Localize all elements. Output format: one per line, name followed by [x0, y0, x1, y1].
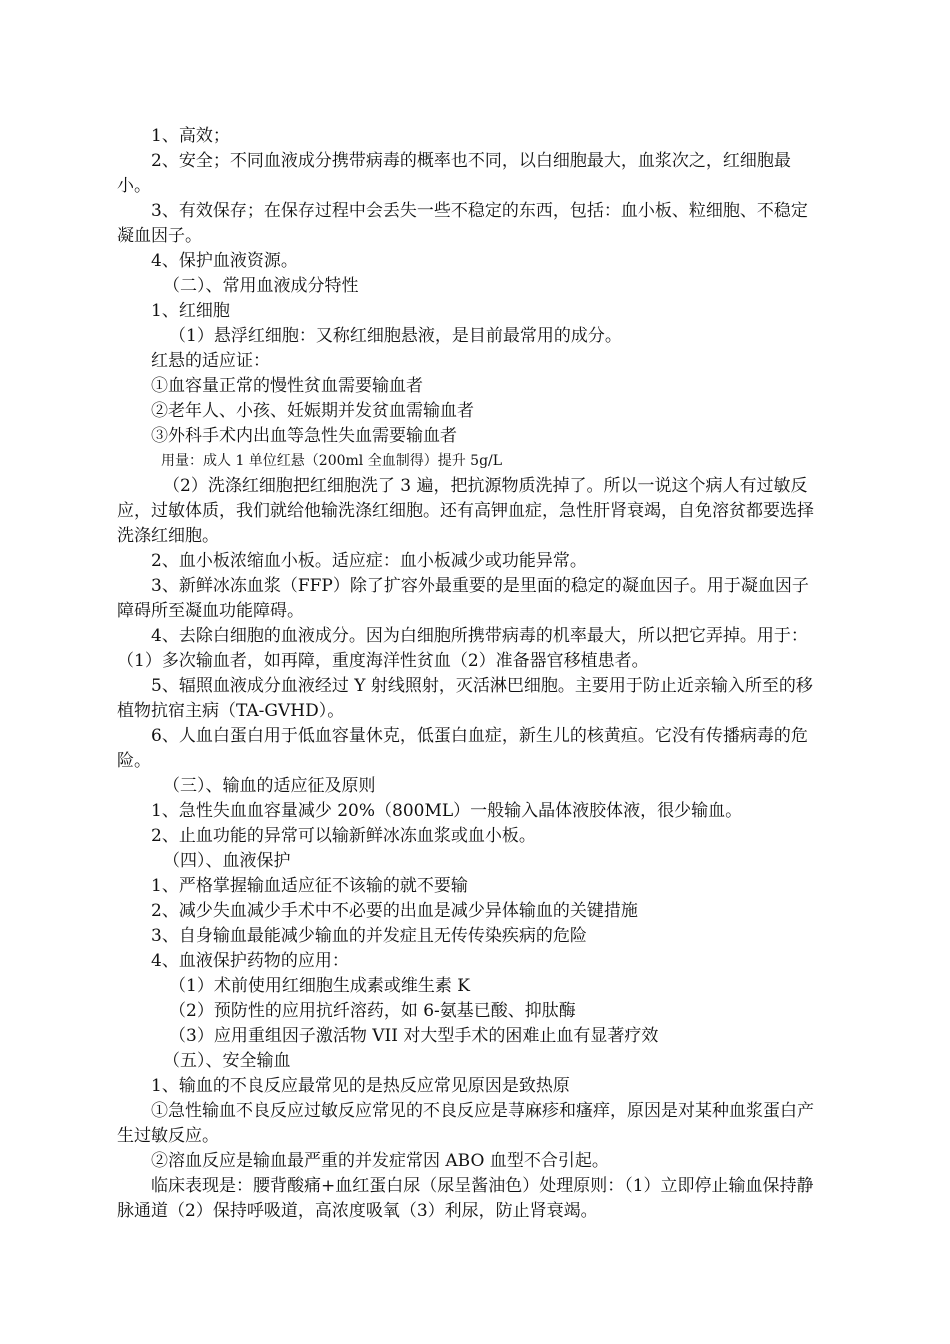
list-item: （2）预防性的应用抗纤溶药，如 6-氨基已酸、抑肽酶 [169, 1001, 576, 1021]
paragraph: 3、有效保存；在保存过程中会丢失一些不稳定的东西，包括：血小板、粒细胞、不稳定凝血因子。 [117, 201, 808, 246]
paragraph: 2、安全；不同血液成分携带病毒的概率也不同，以白细胞最大，血浆次之，红细胞最小。 [117, 151, 791, 196]
paragraph: 红悬的适应证： [151, 351, 270, 371]
list-item: ②老年人、小孩、妊娠期并发贫血需输血者 [151, 401, 474, 421]
list-item: 2、减少失血减少手术中不必要的出血是减少异体输血的关键措施 [151, 901, 638, 921]
list-item: ③外科手术内出血等急性失血需要输血者 [151, 426, 457, 446]
list-item: ①血容量正常的慢性贫血需要输血者 [151, 376, 423, 396]
list-item: 4、血液保护药物的应用： [151, 951, 349, 971]
paragraph: 2、血小板浓缩血小板。适应症：血小板减少或功能异常。 [151, 551, 587, 571]
paragraph: 1、输血的不良反应最常见的是热反应常见原因是致热原 [151, 1076, 570, 1096]
paragraph: 4、去除白细胞的血液成分。因为白细胞所携带病毒的机率最大，所以把它弄掉。用于：（1）多次输血者，如再障，重度海洋性贫血（2）准备器官移植患者。 [117, 626, 808, 671]
section-heading: （五）、安全输血 [163, 1051, 291, 1071]
paragraph: 6、人血白蛋白用于低血容量休克，低蛋白血症，新生儿的核黄疸。它没有传播病毒的危险。 [117, 726, 808, 771]
paragraph: ②溶血反应是输血最严重的并发症常因 ABO 血型不合引起。 [151, 1151, 609, 1171]
paragraph: ①急性输血不良反应过敏反应常见的不良反应是荨麻疹和瘙痒，原因是对某种血浆蛋白产生过敏反应。 [117, 1101, 814, 1146]
document-body [117, 124, 819, 1224]
paragraph: （1）悬浮红细胞：又称红细胞悬液，是目前最常用的成分。 [169, 326, 622, 346]
section-heading: （二）、常用血液成分特性 [163, 276, 359, 296]
paragraph: 临床表现是：腰背酸痛+血红蛋白尿（尿呈酱油色）处理原则：（1）立即停止输血保持静脉通道（2）保持呼吸道，高浓度吸氧（3）利尿，防止肾衰竭。 [117, 1176, 814, 1221]
list-item: 1、严格掌握输血适应征不该输的就不要输 [151, 876, 468, 896]
section-heading: （四）、血液保护 [163, 851, 291, 871]
paragraph: 4、保护血液资源。 [151, 251, 298, 271]
section-heading: （三）、输血的适应征及原则 [163, 776, 376, 796]
subheading: 1、红细胞 [151, 301, 230, 321]
paragraph: （2）洗涤红细胞把红细胞洗了 3 遍，把抗源物质洗掉了。所以一说这个病人有过敏反应，过敏体质，我们就给他输洗涤红细胞。还有高钾血症，急性肝肾衰竭，自免溶贫都要选择洗涤红细胞。 [117, 476, 814, 546]
paragraph: 1、急性失血血容量减少 20%（800ML）一般输入晶体液胶体液，很少输血。 [151, 801, 743, 821]
paragraph: 2、止血功能的异常可以输新鲜冰冻血浆或血小板。 [151, 826, 536, 846]
paragraph: 5、辐照血液成分血液经过 Y 射线照射，灭活淋巴细胞。主要用于防止近亲输入所至的移植物抗宿主病（TA-GVHD）。 [117, 676, 813, 721]
paragraph: 3、新鲜冰冻血浆（FFP）除了扩容外最重要的是里面的稳定的凝血因子。用于凝血因子障碍所至凝血功能障碍。 [117, 576, 809, 621]
paragraph: 1、高效； [151, 126, 230, 146]
list-item: （1）术前使用红细胞生成素或维生素 K [169, 976, 470, 996]
list-item: 3、自身输血最能减少输血的并发症且无传传染疾病的危险 [151, 926, 587, 946]
dosage-note: 用量：成人 1 单位红悬（200ml 全血制得）提升 5g/L [161, 453, 503, 469]
list-item: （3）应用重组因子激活物 VII 对大型手术的困难止血有显著疗效 [169, 1026, 659, 1046]
